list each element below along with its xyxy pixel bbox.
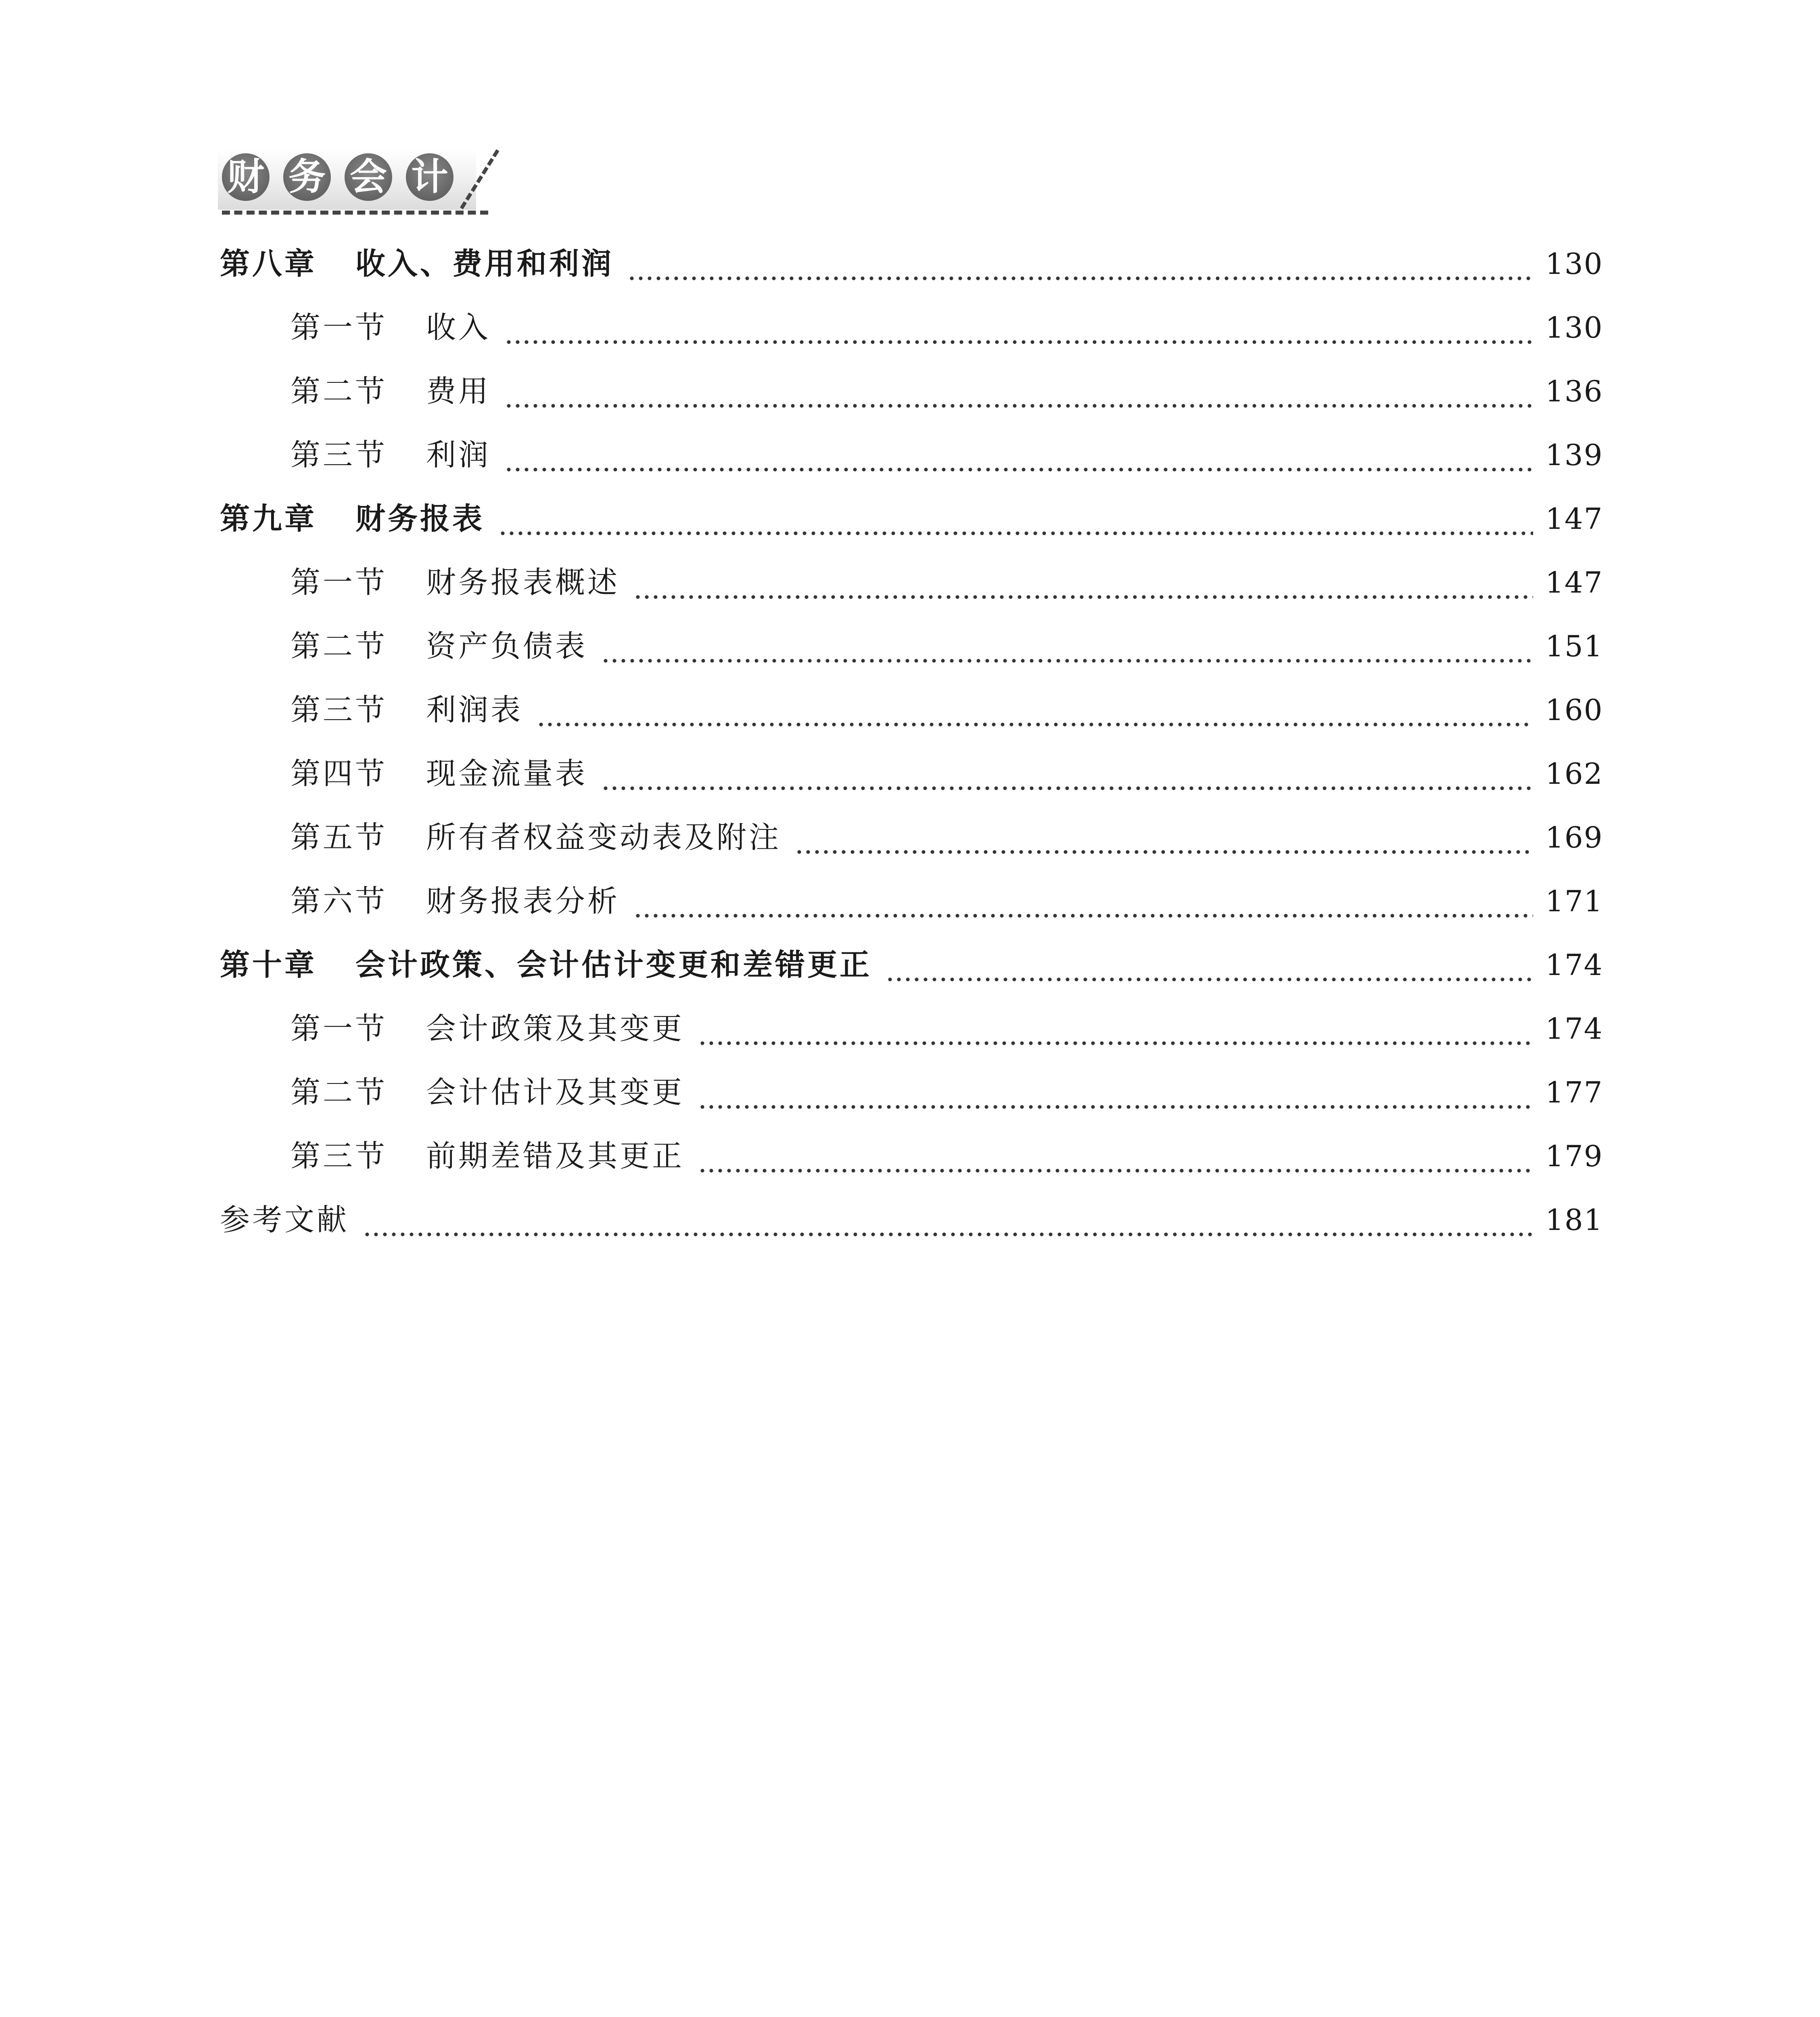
toc-entry-label: 第三节 xyxy=(290,438,387,472)
toc-chapter-entry xyxy=(220,941,1602,1005)
toc-entry-title: 会计政策及其变更 xyxy=(426,1011,684,1046)
toc-page-number: 160 xyxy=(1545,693,1603,727)
toc-entry-label: 第三节 xyxy=(290,1139,387,1173)
toc-page-number: 177 xyxy=(1545,1075,1603,1109)
toc-dot-leader xyxy=(601,786,1533,790)
toc-entry-title: 财务报表分析 xyxy=(426,884,620,919)
toc-dot-leader xyxy=(537,722,1533,727)
toc-page-number: 130 xyxy=(1545,247,1603,281)
toc-page-number: 171 xyxy=(1545,884,1603,918)
toc-entry-title: 资产负债表 xyxy=(426,629,587,664)
toc-chapter-entry xyxy=(220,240,1602,304)
toc-entry-title: 财务报表 xyxy=(355,501,485,536)
header-char: 计 xyxy=(406,153,453,201)
toc-entry-title: 现金流量表 xyxy=(426,756,587,791)
header-title xyxy=(222,153,453,201)
toc-dot-leader xyxy=(698,1169,1533,1173)
toc-page-number: 179 xyxy=(1545,1139,1603,1173)
toc-page-number: 147 xyxy=(1545,566,1603,599)
toc-page-number: 181 xyxy=(1545,1203,1603,1237)
toc-section-entry xyxy=(220,814,1602,877)
toc-entry-title: 费用 xyxy=(426,374,491,409)
table-of-contents xyxy=(220,240,1602,1260)
toc-entry-title: 前期差错及其更正 xyxy=(426,1139,684,1173)
toc-section-entry xyxy=(220,1069,1602,1132)
toc-entry-label: 第二节 xyxy=(290,1075,387,1110)
toc-dot-leader xyxy=(504,340,1533,344)
toc-entry-label: 第六节 xyxy=(290,884,387,919)
toc-dot-leader xyxy=(504,468,1533,472)
toc-page-number: 139 xyxy=(1545,438,1603,472)
toc-entry-label: 第三节 xyxy=(290,693,387,727)
toc-page-number: 151 xyxy=(1545,629,1603,663)
toc-section-entry xyxy=(220,750,1602,814)
toc-dot-leader xyxy=(498,531,1533,535)
toc-section-entry xyxy=(220,877,1602,941)
toc-entry-label: 第九章 xyxy=(220,501,317,536)
toc-page-number: 169 xyxy=(1545,821,1603,854)
toc-entry-title: 会计政策、会计估计变更和差错更正 xyxy=(355,948,872,982)
header-dashed-underline xyxy=(222,211,488,215)
toc-section-entry xyxy=(220,1005,1602,1069)
toc-section-entry xyxy=(220,431,1602,495)
toc-section-entry xyxy=(220,367,1602,431)
toc-dot-leader xyxy=(633,914,1533,918)
toc-entry-label: 第二节 xyxy=(290,629,387,664)
toc-dot-leader xyxy=(698,1041,1533,1045)
toc-page-number: 147 xyxy=(1545,502,1603,536)
toc-entry-label: 第十章 xyxy=(220,948,317,982)
toc-entry xyxy=(220,1196,1602,1260)
toc-dot-leader xyxy=(363,1232,1533,1236)
toc-page-number: 162 xyxy=(1545,757,1603,791)
toc-dot-leader xyxy=(633,595,1533,599)
toc-entry-label: 第一节 xyxy=(290,565,387,600)
toc-entry-label: 第五节 xyxy=(290,820,387,855)
toc-entry-title: 利润表 xyxy=(426,693,523,727)
header-char: 会 xyxy=(345,153,392,201)
toc-entry-title: 会计估计及其变更 xyxy=(426,1075,684,1110)
toc-dot-leader xyxy=(698,1105,1533,1109)
toc-section-entry xyxy=(220,1132,1602,1196)
toc-entry-title: 所有者权益变动表及附注 xyxy=(426,820,781,855)
toc-entry-label: 第一节 xyxy=(290,310,387,345)
toc-entry-title: 收入 xyxy=(426,310,491,345)
toc-dot-leader xyxy=(795,850,1533,854)
toc-entry-title: 参考文献 xyxy=(220,1203,349,1237)
toc-section-entry xyxy=(220,622,1602,686)
section-header-badge xyxy=(218,133,524,222)
toc-entry-label: 第一节 xyxy=(290,1011,387,1046)
toc-page-number: 174 xyxy=(1545,948,1603,982)
toc-dot-leader xyxy=(504,404,1533,408)
toc-page-number: 130 xyxy=(1545,311,1603,345)
toc-entry-label: 第四节 xyxy=(290,756,387,791)
toc-entry-title: 财务报表概述 xyxy=(426,565,620,600)
header-char: 财 xyxy=(222,153,270,201)
toc-section-entry xyxy=(220,304,1602,367)
toc-dot-leader xyxy=(886,977,1533,981)
toc-section-entry xyxy=(220,559,1602,622)
toc-entry-title: 收入、费用和利润 xyxy=(355,246,614,281)
toc-section-entry xyxy=(220,686,1602,750)
toc-entry-title: 利润 xyxy=(426,438,491,472)
toc-page-number: 174 xyxy=(1545,1012,1603,1046)
toc-entry-label: 第二节 xyxy=(290,374,387,409)
toc-entry-label: 第八章 xyxy=(220,246,317,281)
toc-dot-leader xyxy=(627,276,1533,280)
toc-chapter-entry xyxy=(220,495,1602,559)
toc-page-number: 136 xyxy=(1545,374,1603,408)
toc-dot-leader xyxy=(601,659,1533,663)
header-char: 务 xyxy=(283,153,331,201)
